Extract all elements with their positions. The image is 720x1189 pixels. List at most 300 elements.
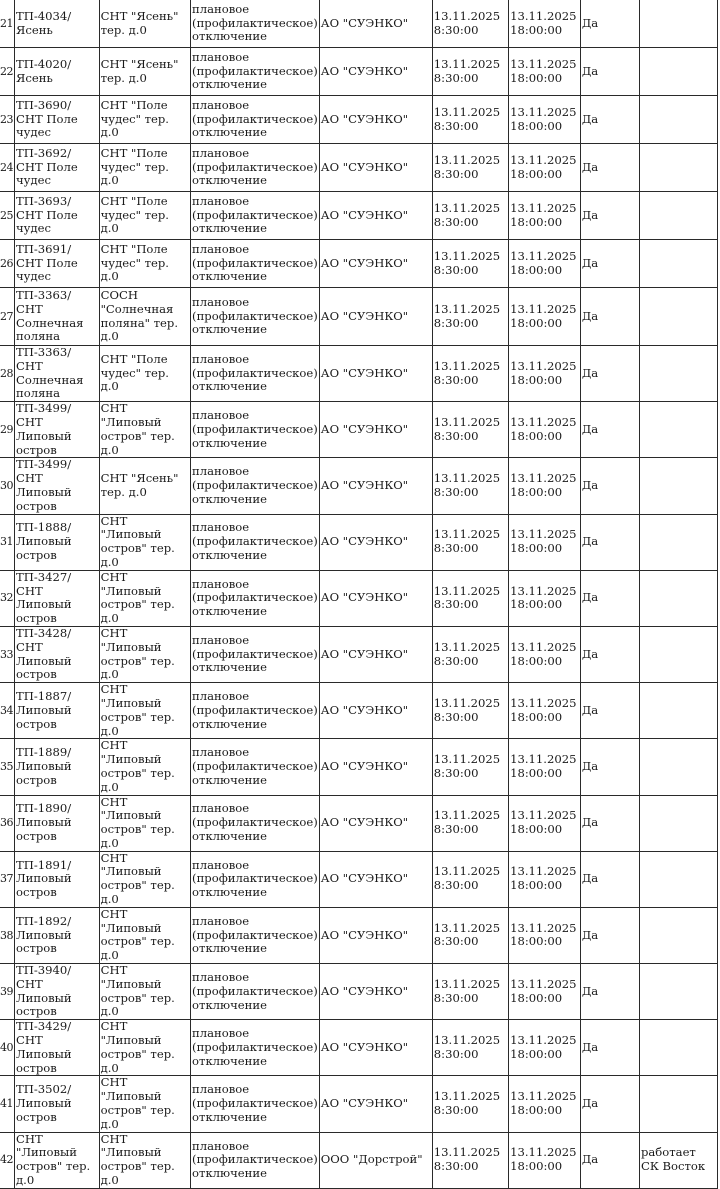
cell-flag xyxy=(580,402,639,458)
cell-text-start-date: 13.11.2025 xyxy=(433,56,501,71)
cell-object xyxy=(15,346,100,402)
cell-organization xyxy=(319,402,432,458)
cell-text-end-time: 18:00:00 xyxy=(510,484,563,499)
cell-text-type: плановое (профилактическое) отключение xyxy=(192,1,318,44)
cell-text-start-date: 13.11.2025 xyxy=(433,152,501,167)
cell-text-start-date: 13.11.2025 xyxy=(433,808,501,823)
cell-flag xyxy=(580,240,639,288)
cell-text-address: СНТ "Липовый остров" тер. д.0 xyxy=(100,1075,175,1131)
cell-text-start-time: 8:30:00 xyxy=(433,166,479,181)
cell-address xyxy=(99,458,190,514)
cell-text-start-time: 8:30:00 xyxy=(433,22,479,37)
cell-text-end-time: 18:00:00 xyxy=(510,878,563,893)
cell-text-address: СНТ "Липовый остров" тер. д.0 xyxy=(100,401,175,457)
cell-text-num: 24 xyxy=(0,160,13,174)
cell-outage-type xyxy=(191,402,320,458)
table-row xyxy=(0,570,718,626)
cell-end xyxy=(509,1132,581,1188)
cell-text-start-time: 8:30:00 xyxy=(433,653,479,668)
cell-text-type: плановое (профилактическое) отключение xyxy=(192,801,318,843)
cell-text-end-time: 18:00:00 xyxy=(510,262,563,277)
cell-text-address: СНТ "Липовый остров" тер. д.0 xyxy=(100,1019,175,1075)
cell-text-flag: Да xyxy=(581,1039,599,1054)
cell-text-object: ТП-3363/ СНТ Солнечная поляна xyxy=(16,287,84,344)
cell-text-start-date: 13.11.2025 xyxy=(433,695,501,710)
cell-text-object: ТП-3693/СНТ Поле чудес xyxy=(16,193,78,236)
cell-end xyxy=(509,1020,581,1076)
cell-text-object: ТП-4020/ Ясень xyxy=(16,56,72,85)
cell-text-note: работает СК Восток xyxy=(640,1145,706,1174)
cell-text-address: СОСН "Солнечная поляна" тер. д.0 xyxy=(100,287,179,344)
cell-object xyxy=(15,626,100,682)
cell-text-type: плановое (профилактическое) отключение xyxy=(192,1082,318,1124)
cell-text-end-time: 18:00:00 xyxy=(510,709,563,724)
cell-end xyxy=(509,288,581,346)
cell-text-start-date: 13.11.2025 xyxy=(433,248,501,263)
cell-text-num: 34 xyxy=(0,703,13,717)
cell-organization xyxy=(319,626,432,682)
cell-text-end-time: 18:00:00 xyxy=(510,822,563,837)
cell-text-start-time: 8:30:00 xyxy=(433,765,479,780)
cell-text-type: плановое (профилактическое) отключение xyxy=(192,408,318,450)
cell-end xyxy=(509,0,581,48)
cell-row-number xyxy=(0,402,15,458)
cell-text-start-time: 8:30:00 xyxy=(433,484,479,499)
cell-object xyxy=(15,964,100,1020)
cell-text-end-time: 18:00:00 xyxy=(510,1103,563,1118)
cell-text-start-date: 13.11.2025 xyxy=(433,752,501,767)
cell-text-type: плановое (профилактическое) отключение xyxy=(192,576,318,619)
cell-organization xyxy=(319,514,432,570)
cell-outage-type xyxy=(191,964,320,1020)
cell-end xyxy=(509,570,581,626)
cell-flag xyxy=(580,739,639,795)
cell-text-num: 33 xyxy=(0,647,13,661)
cell-note xyxy=(639,288,717,346)
cell-text-end-date: 13.11.2025 xyxy=(510,248,577,263)
cell-text-end-time: 18:00:00 xyxy=(510,22,563,37)
cell-note xyxy=(639,144,717,192)
cell-object xyxy=(15,739,100,795)
cell-text-type: плановое (профилактическое) отключение xyxy=(192,97,318,140)
cell-text-object: ТП-1887/ Липовый остров xyxy=(16,689,72,731)
cell-start xyxy=(432,240,508,288)
cell-text-start-date: 13.11.2025 xyxy=(433,358,501,373)
cell-text-org: АО "СУЭНКО" xyxy=(320,871,409,886)
cell-note xyxy=(639,48,717,96)
cell-text-object: ТП-3499/СНТ Липовый остров xyxy=(16,457,72,513)
table-row xyxy=(0,0,718,48)
cell-row-number xyxy=(0,795,15,851)
cell-text-num: 42 xyxy=(0,1153,13,1167)
cell-end xyxy=(509,964,581,1020)
cell-object xyxy=(15,1132,100,1188)
cell-address xyxy=(99,346,190,402)
cell-text-flag: Да xyxy=(581,646,599,661)
cell-text-end-date: 13.11.2025 xyxy=(510,864,577,879)
cell-outage-type xyxy=(191,570,320,626)
cell-object xyxy=(15,907,100,963)
cell-note xyxy=(639,1020,717,1076)
cell-text-end-time: 18:00:00 xyxy=(510,70,563,85)
cell-outage-type xyxy=(191,514,320,570)
table-row xyxy=(0,192,718,240)
cell-text-end-date: 13.11.2025 xyxy=(510,527,577,542)
cell-text-address: СНТ "Поле чудес" тер. д.0 xyxy=(100,351,169,394)
cell-text-num: 21 xyxy=(0,16,13,30)
cell-start xyxy=(432,570,508,626)
cell-text-end-date: 13.11.2025 xyxy=(510,639,577,654)
cell-organization xyxy=(319,0,432,48)
cell-object xyxy=(15,192,100,240)
cell-text-start-date: 13.11.2025 xyxy=(433,527,501,542)
cell-text-org: АО "СУЭНКО" xyxy=(320,646,409,661)
cell-note xyxy=(639,240,717,288)
table-row xyxy=(0,964,718,1020)
cell-text-org: АО "СУЭНКО" xyxy=(320,1039,409,1054)
cell-address xyxy=(99,514,190,570)
cell-start xyxy=(432,964,508,1020)
cell-row-number xyxy=(0,0,15,48)
cell-text-start-time: 8:30:00 xyxy=(433,315,479,330)
cell-text-address: СНТ "Липовый остров" тер. д.0 xyxy=(100,626,175,682)
cell-text-end-date: 13.11.2025 xyxy=(510,8,577,23)
cell-text-address: СНТ "Липовый остров" тер. д.0 xyxy=(100,963,175,1019)
cell-organization xyxy=(319,288,432,346)
cell-object xyxy=(15,288,100,346)
cell-text-flag: Да xyxy=(581,159,599,174)
cell-text-flag: Да xyxy=(581,478,599,493)
cell-start xyxy=(432,144,508,192)
cell-flag xyxy=(580,1132,639,1188)
cell-text-type: плановое (профилактическое) отключение xyxy=(192,520,318,563)
cell-text-org: АО "СУЭНКО" xyxy=(320,15,409,30)
cell-text-start-time: 8:30:00 xyxy=(433,1103,479,1118)
cell-text-start-date: 13.11.2025 xyxy=(433,471,501,486)
cell-start xyxy=(432,1076,508,1132)
cell-note xyxy=(639,402,717,458)
cell-text-address: СНТ "Липовый остров" тер. д.0 xyxy=(100,795,175,850)
cell-organization xyxy=(319,96,432,144)
cell-text-end-time: 18:00:00 xyxy=(510,541,563,556)
cell-address xyxy=(99,683,190,739)
cell-text-flag: Да xyxy=(581,927,599,942)
cell-row-number xyxy=(0,1020,15,1076)
cell-text-flag: Да xyxy=(581,702,599,717)
table-row xyxy=(0,1020,718,1076)
cell-flag xyxy=(580,288,639,346)
cell-outage-type xyxy=(191,739,320,795)
cell-text-start-date: 13.11.2025 xyxy=(433,200,501,215)
cell-text-address: СНТ "Ясень" тер. д.0 xyxy=(100,8,179,37)
cell-organization xyxy=(319,851,432,907)
cell-text-type: плановое (профилактическое) отключение xyxy=(192,913,318,956)
cell-text-object: ТП-3499/СНТ Липовый остров xyxy=(16,401,72,457)
cell-start xyxy=(432,1132,508,1188)
cell-end xyxy=(509,144,581,192)
cell-object xyxy=(15,514,100,570)
cell-text-start-time: 8:30:00 xyxy=(433,878,479,893)
cell-organization xyxy=(319,1132,432,1188)
cell-text-address: СНТ "Поле чудес" тер. д.0 xyxy=(100,145,169,188)
cell-text-end-date: 13.11.2025 xyxy=(510,1145,577,1160)
cell-text-end-date: 13.11.2025 xyxy=(510,56,577,71)
cell-text-org: АО "СУЭНКО" xyxy=(320,815,409,830)
cell-start xyxy=(432,192,508,240)
table-row xyxy=(0,514,718,570)
cell-row-number xyxy=(0,964,15,1020)
table-row xyxy=(0,795,718,851)
cell-text-org: АО "СУЭНКО" xyxy=(320,534,409,549)
cell-text-object: ТП-3940/СНТ Липовый остров xyxy=(16,963,72,1019)
cell-text-type: плановое (профилактическое) отключение xyxy=(192,241,318,284)
cell-text-object: ТП-3502/ Липовый остров xyxy=(16,1082,72,1124)
cell-row-number xyxy=(0,1076,15,1132)
cell-text-end-date: 13.11.2025 xyxy=(510,583,577,598)
cell-text-org: АО "СУЭНКО" xyxy=(320,927,409,942)
cell-text-flag: Да xyxy=(581,1096,599,1111)
cell-organization xyxy=(319,964,432,1020)
cell-start xyxy=(432,288,508,346)
cell-text-end-time: 18:00:00 xyxy=(510,372,563,387)
cell-outage-type xyxy=(191,1020,320,1076)
cell-text-org: АО "СУЭНКО" xyxy=(320,111,409,126)
cell-text-num: 38 xyxy=(0,928,13,942)
cell-text-object: ТП-1892/ Липовый остров xyxy=(16,913,72,956)
cell-text-org: АО "СУЭНКО" xyxy=(320,421,409,436)
cell-text-start-date: 13.11.2025 xyxy=(433,583,501,598)
cell-text-flag: Да xyxy=(581,15,599,30)
cell-text-start-time: 8:30:00 xyxy=(433,1159,479,1174)
cell-text-num: 22 xyxy=(0,64,13,78)
cell-text-end-date: 13.11.2025 xyxy=(510,1089,577,1104)
cell-outage-type xyxy=(191,288,320,346)
cell-end xyxy=(509,48,581,96)
cell-flag xyxy=(580,795,639,851)
table-row xyxy=(0,144,718,192)
cell-flag xyxy=(580,626,639,682)
cell-text-org: АО "СУЭНКО" xyxy=(320,255,409,270)
table-row xyxy=(0,739,718,795)
cell-text-num: 39 xyxy=(0,984,13,998)
cell-outage-type xyxy=(191,458,320,514)
cell-outage-type xyxy=(191,683,320,739)
cell-text-org: АО "СУЭНКО" xyxy=(320,590,409,605)
cell-note xyxy=(639,1076,717,1132)
cell-text-org: АО "СУЭНКО" xyxy=(320,207,409,222)
cell-text-end-date: 13.11.2025 xyxy=(510,920,577,935)
cell-text-flag: Да xyxy=(581,871,599,886)
cell-text-flag: Да xyxy=(581,534,599,549)
cell-organization xyxy=(319,240,432,288)
cell-text-flag: Да xyxy=(581,983,599,998)
cell-text-num: 29 xyxy=(0,422,13,436)
cell-end xyxy=(509,346,581,402)
cell-text-end-time: 18:00:00 xyxy=(510,765,563,780)
cell-address xyxy=(99,96,190,144)
cell-flag xyxy=(580,48,639,96)
cell-end xyxy=(509,795,581,851)
cell-text-start-time: 8:30:00 xyxy=(433,372,479,387)
cell-text-type: плановое (профилактическое) отключение xyxy=(192,294,318,337)
table-row xyxy=(0,96,718,144)
cell-text-end-date: 13.11.2025 xyxy=(510,152,577,167)
cell-outage-type xyxy=(191,1132,320,1188)
cell-address xyxy=(99,144,190,192)
cell-flag xyxy=(580,514,639,570)
cell-text-start-date: 13.11.2025 xyxy=(433,414,501,429)
cell-flag xyxy=(580,1020,639,1076)
cell-text-type: плановое (профилактическое) отключение xyxy=(192,351,318,394)
cell-text-org: АО "СУЭНКО" xyxy=(320,365,409,380)
cell-row-number xyxy=(0,570,15,626)
cell-organization xyxy=(319,683,432,739)
cell-text-type: плановое (профилактическое) отключение xyxy=(192,464,318,506)
cell-text-start-time: 8:30:00 xyxy=(433,1046,479,1061)
cell-text-num: 35 xyxy=(0,760,13,773)
cell-text-object: ТП-3429/СНТ Липовый остров xyxy=(16,1019,72,1075)
cell-text-org: АО "СУЭНКО" xyxy=(320,759,409,773)
cell-organization xyxy=(319,1020,432,1076)
cell-text-flag: Да xyxy=(581,207,599,222)
cell-text-org: АО "СУЭНКО" xyxy=(320,478,409,493)
cell-text-start-date: 13.11.2025 xyxy=(433,8,501,23)
cell-text-start-time: 8:30:00 xyxy=(433,597,479,612)
cell-note xyxy=(639,192,717,240)
cell-start xyxy=(432,739,508,795)
cell-address xyxy=(99,964,190,1020)
cell-object xyxy=(15,144,100,192)
cell-row-number xyxy=(0,907,15,963)
cell-text-start-date: 13.11.2025 xyxy=(433,1089,501,1104)
cell-flag xyxy=(580,570,639,626)
cell-text-object: СНТ "Липовый остров" тер. д.0 xyxy=(16,1132,91,1188)
cell-text-num: 37 xyxy=(0,872,13,886)
cell-text-start-date: 13.11.2025 xyxy=(433,1145,501,1160)
cell-text-address: СНТ "Ясень" тер. д.0 xyxy=(100,56,179,85)
cell-start xyxy=(432,96,508,144)
cell-text-end-time: 18:00:00 xyxy=(510,934,563,949)
cell-text-object: ТП-3428/СНТ Липовый остров xyxy=(16,626,72,682)
cell-text-org: АО "СУЭНКО" xyxy=(320,1096,409,1111)
cell-end xyxy=(509,626,581,682)
cell-text-address: СНТ "Липовый остров" тер. д.0 xyxy=(100,514,175,569)
cell-note xyxy=(639,458,717,514)
cell-text-flag: Да xyxy=(581,421,599,436)
cell-text-end-date: 13.11.2025 xyxy=(510,358,577,373)
cell-address xyxy=(99,739,190,795)
cell-object xyxy=(15,402,100,458)
cell-address xyxy=(99,192,190,240)
cell-text-address: СНТ "Липовый остров" тер. д.0 xyxy=(100,1132,175,1188)
cell-text-end-date: 13.11.2025 xyxy=(510,301,577,316)
cell-text-object: ТП-3692/СНТ Поле чудес xyxy=(16,145,78,188)
cell-row-number xyxy=(0,240,15,288)
cell-text-flag: Да xyxy=(581,365,599,380)
cell-text-address: СНТ "Ясень" тер. д.0 xyxy=(100,471,179,499)
cell-address xyxy=(99,48,190,96)
cell-text-object: ТП-1890/ Липовый остров xyxy=(16,801,72,843)
cell-text-flag: Да xyxy=(581,759,599,773)
cell-note xyxy=(639,795,717,851)
cell-text-object: ТП-1889/ Липовый остров xyxy=(16,745,72,787)
cell-text-num: 23 xyxy=(0,112,13,126)
cell-end xyxy=(509,851,581,907)
cell-text-start-time: 8:30:00 xyxy=(433,541,479,556)
cell-text-org: АО "СУЭНКО" xyxy=(320,63,409,78)
cell-text-address: СНТ "Поле чудес" тер. д.0 xyxy=(100,241,169,284)
cell-text-address: СНТ "Поле чудес" тер. д.0 xyxy=(100,193,169,236)
cell-row-number xyxy=(0,144,15,192)
cell-object xyxy=(15,96,100,144)
cell-text-start-time: 8:30:00 xyxy=(433,428,479,443)
cell-note xyxy=(639,1132,717,1188)
cell-outage-type xyxy=(191,96,320,144)
cell-row-number xyxy=(0,192,15,240)
cell-text-start-date: 13.11.2025 xyxy=(433,639,501,654)
cell-address xyxy=(99,1020,190,1076)
cell-text-type: плановое (профилактическое) отключение xyxy=(192,145,318,188)
cell-row-number xyxy=(0,288,15,346)
cell-start xyxy=(432,1020,508,1076)
cell-text-address: СНТ "Поле чудес" тер. д.0 xyxy=(100,97,169,140)
cell-note xyxy=(639,570,717,626)
cell-end xyxy=(509,907,581,963)
cell-text-end-time: 18:00:00 xyxy=(510,214,563,229)
cell-note xyxy=(639,964,717,1020)
cell-flag xyxy=(580,96,639,144)
cell-outage-type xyxy=(191,907,320,963)
cell-text-num: 41 xyxy=(0,1097,13,1111)
cell-organization xyxy=(319,1076,432,1132)
cell-row-number xyxy=(0,96,15,144)
cell-text-end-date: 13.11.2025 xyxy=(510,976,577,991)
cell-text-address: СНТ "Липовый остров" тер. д.0 xyxy=(100,907,175,963)
cell-text-end-time: 18:00:00 xyxy=(510,315,563,330)
cell-text-num: 27 xyxy=(0,309,13,323)
cell-note xyxy=(639,683,717,739)
table-row xyxy=(0,851,718,907)
cell-outage-type xyxy=(191,240,320,288)
cell-text-address: СНТ "Липовый остров" тер. д.0 xyxy=(100,738,175,794)
cell-organization xyxy=(319,192,432,240)
cell-flag xyxy=(580,683,639,739)
cell-text-start-date: 13.11.2025 xyxy=(433,920,501,935)
cell-text-start-date: 13.11.2025 xyxy=(433,1033,501,1048)
cell-text-end-time: 18:00:00 xyxy=(510,1159,563,1174)
cell-address xyxy=(99,1076,190,1132)
cell-object xyxy=(15,683,100,739)
cell-text-object: ТП-1888/ Липовый остров xyxy=(16,520,72,563)
cell-address xyxy=(99,240,190,288)
cell-organization xyxy=(319,144,432,192)
table-row xyxy=(0,458,718,514)
cell-start xyxy=(432,402,508,458)
cell-address xyxy=(99,0,190,48)
cell-text-address: СНТ "Липовый остров" тер. д.0 xyxy=(100,682,175,738)
cell-outage-type xyxy=(191,0,320,48)
cell-address xyxy=(99,288,190,346)
cell-text-object: ТП-3427/СНТ Липовый остров xyxy=(16,570,72,626)
cell-text-flag: Да xyxy=(581,111,599,126)
cell-outage-type xyxy=(191,1076,320,1132)
table-row xyxy=(0,240,718,288)
cell-start xyxy=(432,0,508,48)
cell-text-end-time: 18:00:00 xyxy=(510,990,563,1005)
cell-text-num: 25 xyxy=(0,208,13,222)
cell-text-start-time: 8:30:00 xyxy=(433,118,479,133)
cell-text-start-date: 13.11.2025 xyxy=(433,864,501,879)
